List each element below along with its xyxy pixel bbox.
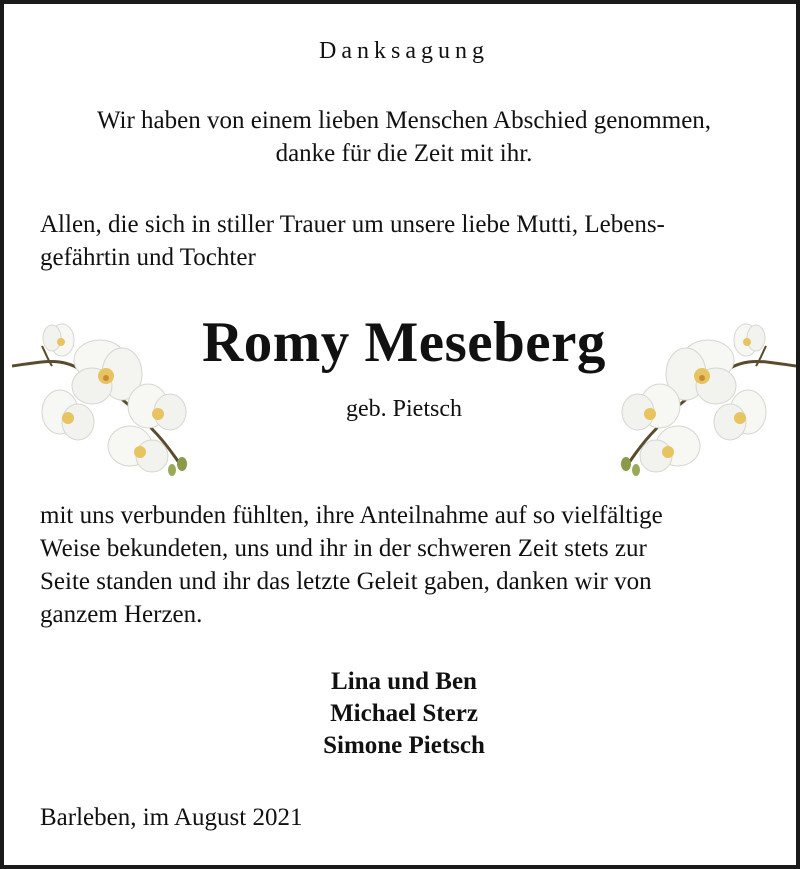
signers-list [4,666,800,762]
thanks-paragraph-start [40,208,770,274]
maiden-name: geb. Pietsch [346,396,462,422]
intro-line: Wir haben von einem lieben Menschen Abschied genommen, [96,107,712,134]
notice-heading: Danksagung [319,38,489,64]
signer-name: Michael Sterz [330,700,478,727]
paragraph-line: Allen, die sich in stiller Trauer um unsere liebe Mutti, Lebens- [40,211,665,238]
thanks-paragraph-end [40,499,770,631]
paragraph-line: Seite standen und ihr das letzte Geleit gaben, danken wir von [40,568,652,595]
deceased-name: Romy Meseberg [202,311,606,374]
signer-name: Lina und Ben [331,668,477,695]
place-date: Barleben, im August 2021 [40,804,303,831]
paragraph-line: Weise bekundeten, uns und ihr in der schweren Zeit stets zur [40,535,647,562]
paragraph-line: mit uns verbunden fühlten, ihre Anteilnahme auf so vielfältige [40,502,663,529]
paragraph-line: gefährtin und Tochter [40,244,256,271]
paragraph-line: ganzem Herzen. [40,601,203,628]
signer-name: Simone Pietsch [323,732,485,759]
intro-text [34,104,774,170]
intro-line: danke für die Zeit mit ihr. [275,140,533,167]
